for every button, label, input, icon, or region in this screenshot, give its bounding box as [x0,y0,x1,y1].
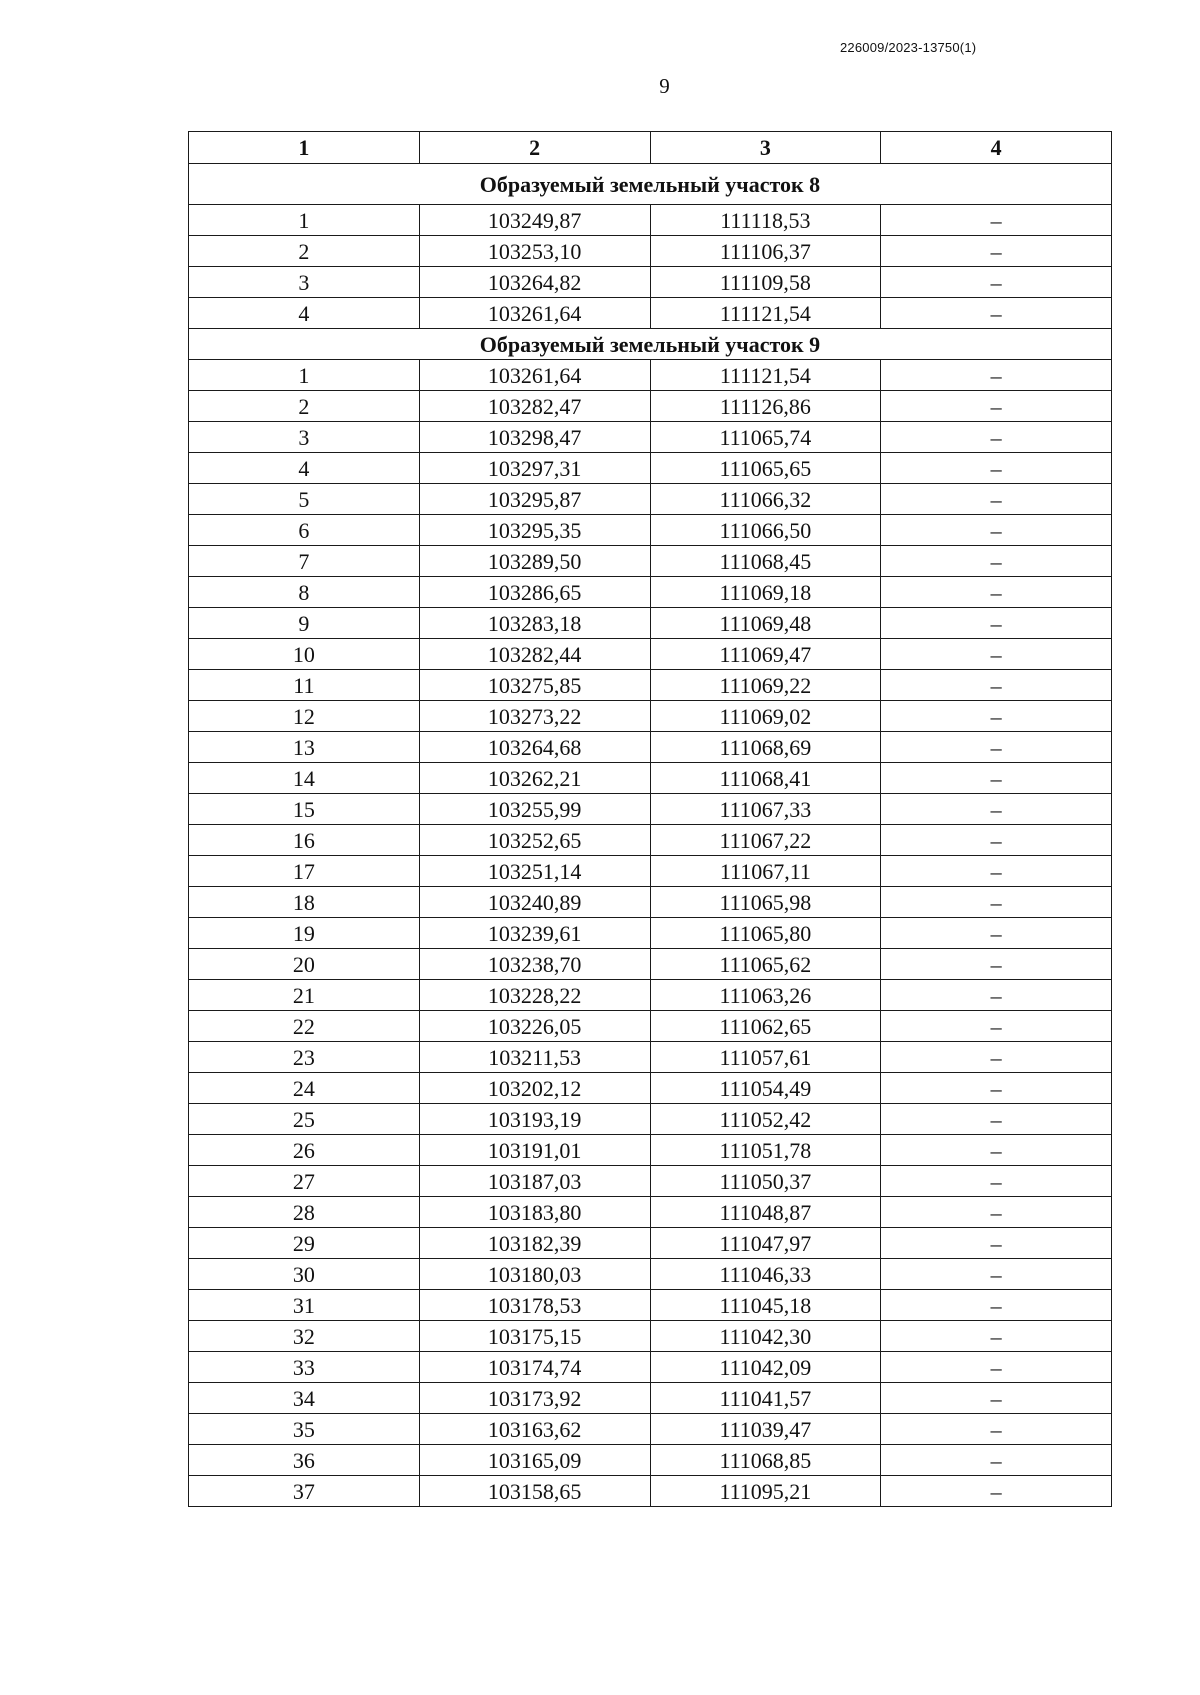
x-coordinate-cell: 103187,03 [419,1166,650,1197]
y-coordinate-cell: 111066,50 [650,515,881,546]
note-cell: – [881,1073,1112,1104]
x-coordinate-cell: 103191,01 [419,1135,650,1166]
table-row [189,205,1112,236]
note-cell: – [881,1135,1112,1166]
note-cell: – [881,546,1112,577]
y-coordinate-cell: 111069,02 [650,701,881,732]
x-coordinate-cell: 103175,15 [419,1321,650,1352]
note-cell: – [881,701,1112,732]
x-coordinate-cell: 103261,64 [419,298,650,329]
table-row [189,794,1112,825]
page-number: 9 [659,74,670,98]
x-coordinate-cell: 103249,87 [419,205,650,236]
note-cell: – [881,1383,1112,1414]
x-coordinate-cell: 103289,50 [419,546,650,577]
note-cell: – [881,205,1112,236]
section-title: Образуемый земельный участок 9 [189,329,1112,360]
x-coordinate-cell: 103282,44 [419,639,650,670]
y-coordinate-cell: 111121,54 [650,298,881,329]
point-number-cell: 11 [189,670,420,701]
x-coordinate-cell: 103226,05 [419,1011,650,1042]
point-number-cell: 28 [189,1197,420,1228]
x-coordinate-cell: 103211,53 [419,1042,650,1073]
point-number-cell: 4 [189,453,420,484]
note-cell: – [881,1042,1112,1073]
point-number-cell: 31 [189,1290,420,1321]
note-cell: – [881,1166,1112,1197]
x-coordinate-cell: 103173,92 [419,1383,650,1414]
point-number-cell: 37 [189,1476,420,1507]
point-number-cell: 7 [189,546,420,577]
y-coordinate-cell: 111050,37 [650,1166,881,1197]
x-coordinate-cell: 103202,12 [419,1073,650,1104]
point-number-cell: 6 [189,515,420,546]
table-row [189,1414,1112,1445]
y-coordinate-cell: 111068,45 [650,546,881,577]
x-coordinate-cell: 103193,19 [419,1104,650,1135]
point-number-cell: 25 [189,1104,420,1135]
table-row [189,732,1112,763]
x-coordinate-cell: 103282,47 [419,391,650,422]
x-coordinate-cell: 103180,03 [419,1259,650,1290]
x-coordinate-cell: 103295,35 [419,515,650,546]
x-coordinate-cell: 103283,18 [419,608,650,639]
y-coordinate-cell: 111067,11 [650,856,881,887]
x-coordinate-cell: 103255,99 [419,794,650,825]
table-row [189,546,1112,577]
y-coordinate-cell: 111051,78 [650,1135,881,1166]
note-cell: – [881,887,1112,918]
table-row [189,1476,1112,1507]
x-coordinate-cell: 103262,21 [419,763,650,794]
column-header: 3 [650,132,881,164]
x-coordinate-cell: 103252,65 [419,825,650,856]
point-number-cell: 2 [189,391,420,422]
x-coordinate-cell: 103182,39 [419,1228,650,1259]
table-row [189,701,1112,732]
table-row [189,887,1112,918]
point-number-cell: 32 [189,1321,420,1352]
table-row [189,422,1112,453]
note-cell: – [881,1228,1112,1259]
point-number-cell: 14 [189,763,420,794]
table-body [189,164,1112,1507]
note-cell: – [881,825,1112,856]
table-row [189,1135,1112,1166]
note-cell: – [881,918,1112,949]
x-coordinate-cell: 103264,68 [419,732,650,763]
y-coordinate-cell: 111068,85 [650,1445,881,1476]
note-cell: – [881,794,1112,825]
x-coordinate-cell: 103298,47 [419,422,650,453]
y-coordinate-cell: 111039,47 [650,1414,881,1445]
y-coordinate-cell: 111048,87 [650,1197,881,1228]
table-row [189,763,1112,794]
y-coordinate-cell: 111069,48 [650,608,881,639]
column-header: 1 [189,132,420,164]
y-coordinate-cell: 111065,80 [650,918,881,949]
point-number-cell: 12 [189,701,420,732]
y-coordinate-cell: 111066,32 [650,484,881,515]
x-coordinate-cell: 103286,65 [419,577,650,608]
point-number-cell: 20 [189,949,420,980]
point-number-cell: 17 [189,856,420,887]
x-coordinate-cell: 103240,89 [419,887,650,918]
column-header: 2 [419,132,650,164]
y-coordinate-cell: 111121,54 [650,360,881,391]
x-coordinate-cell: 103239,61 [419,918,650,949]
section-title: Образуемый земельный участок 8 [189,164,1112,205]
note-cell: – [881,1414,1112,1445]
point-number-cell: 27 [189,1166,420,1197]
note-cell: – [881,360,1112,391]
x-coordinate-cell: 103178,53 [419,1290,650,1321]
point-number-cell: 35 [189,1414,420,1445]
x-coordinate-cell: 103253,10 [419,236,650,267]
table-row [189,236,1112,267]
y-coordinate-cell: 111065,98 [650,887,881,918]
point-number-cell: 36 [189,1445,420,1476]
table-row [189,1197,1112,1228]
note-cell: – [881,608,1112,639]
note-cell: – [881,856,1112,887]
y-coordinate-cell: 111065,74 [650,422,881,453]
y-coordinate-cell: 111046,33 [650,1259,881,1290]
table-row [189,1011,1112,1042]
document-id: 226009/2023-13750(1) [840,40,977,55]
point-number-cell: 26 [189,1135,420,1166]
point-number-cell: 13 [189,732,420,763]
y-coordinate-cell: 111109,58 [650,267,881,298]
x-coordinate-cell: 103261,64 [419,360,650,391]
y-coordinate-cell: 111045,18 [650,1290,881,1321]
table-row [189,1352,1112,1383]
note-cell: – [881,298,1112,329]
note-cell: – [881,577,1112,608]
table-row [189,298,1112,329]
point-number-cell: 15 [189,794,420,825]
note-cell: – [881,1476,1112,1507]
y-coordinate-cell: 111067,22 [650,825,881,856]
point-number-cell: 9 [189,608,420,639]
x-coordinate-cell: 103174,74 [419,1352,650,1383]
y-coordinate-cell: 111042,30 [650,1321,881,1352]
note-cell: – [881,1259,1112,1290]
point-number-cell: 33 [189,1352,420,1383]
y-coordinate-cell: 111054,49 [650,1073,881,1104]
table-row [189,1321,1112,1352]
table-row [189,856,1112,887]
y-coordinate-cell: 111067,33 [650,794,881,825]
y-coordinate-cell: 111118,53 [650,205,881,236]
table-row [189,360,1112,391]
table-row [189,1259,1112,1290]
y-coordinate-cell: 111068,69 [650,732,881,763]
note-cell: – [881,670,1112,701]
note-cell: – [881,515,1112,546]
y-coordinate-cell: 111052,42 [650,1104,881,1135]
note-cell: – [881,484,1112,515]
point-number-cell: 4 [189,298,420,329]
y-coordinate-cell: 111062,65 [650,1011,881,1042]
column-header: 4 [881,132,1112,164]
point-number-cell: 29 [189,1228,420,1259]
note-cell: – [881,1321,1112,1352]
table-row [189,949,1112,980]
note-cell: – [881,236,1112,267]
note-cell: – [881,453,1112,484]
table-row [189,1228,1112,1259]
y-coordinate-cell: 111047,97 [650,1228,881,1259]
x-coordinate-cell: 103228,22 [419,980,650,1011]
point-number-cell: 23 [189,1042,420,1073]
point-number-cell: 3 [189,267,420,298]
table-row [189,1166,1112,1197]
table-row [189,391,1112,422]
point-number-cell: 1 [189,360,420,391]
y-coordinate-cell: 111042,09 [650,1352,881,1383]
x-coordinate-cell: 103297,31 [419,453,650,484]
y-coordinate-cell: 111063,26 [650,980,881,1011]
coordinates-table [188,131,1112,1507]
note-cell: – [881,391,1112,422]
point-number-cell: 3 [189,422,420,453]
x-coordinate-cell: 103275,85 [419,670,650,701]
point-number-cell: 5 [189,484,420,515]
table-row [189,1073,1112,1104]
y-coordinate-cell: 111041,57 [650,1383,881,1414]
x-coordinate-cell: 103163,62 [419,1414,650,1445]
note-cell: – [881,732,1112,763]
table-row [189,1104,1112,1135]
table-row [189,1290,1112,1321]
table-row [189,670,1112,701]
x-coordinate-cell: 103158,65 [419,1476,650,1507]
y-coordinate-cell: 111069,18 [650,577,881,608]
table-row [189,453,1112,484]
point-number-cell: 24 [189,1073,420,1104]
y-coordinate-cell: 111057,61 [650,1042,881,1073]
y-coordinate-cell: 111095,21 [650,1476,881,1507]
table-row [189,1383,1112,1414]
table-row [189,608,1112,639]
x-coordinate-cell: 103273,22 [419,701,650,732]
y-coordinate-cell: 111126,86 [650,391,881,422]
note-cell: – [881,1011,1112,1042]
note-cell: – [881,1290,1112,1321]
point-number-cell: 2 [189,236,420,267]
point-number-cell: 16 [189,825,420,856]
note-cell: – [881,422,1112,453]
table-row [189,1042,1112,1073]
point-number-cell: 8 [189,577,420,608]
point-number-cell: 34 [189,1383,420,1414]
note-cell: – [881,267,1112,298]
table-row [189,918,1112,949]
note-cell: – [881,1197,1112,1228]
y-coordinate-cell: 111106,37 [650,236,881,267]
x-coordinate-cell: 103238,70 [419,949,650,980]
point-number-cell: 21 [189,980,420,1011]
point-number-cell: 10 [189,639,420,670]
point-number-cell: 22 [189,1011,420,1042]
x-coordinate-cell: 103251,14 [419,856,650,887]
y-coordinate-cell: 111065,62 [650,949,881,980]
point-number-cell: 1 [189,205,420,236]
point-number-cell: 19 [189,918,420,949]
table-row [189,980,1112,1011]
note-cell: – [881,1445,1112,1476]
y-coordinate-cell: 111069,22 [650,670,881,701]
table-row [189,1445,1112,1476]
note-cell: – [881,763,1112,794]
y-coordinate-cell: 111069,47 [650,639,881,670]
note-cell: – [881,1104,1112,1135]
table-row [189,825,1112,856]
section-title-row [189,329,1112,360]
section-title-row [189,164,1112,205]
table-row [189,484,1112,515]
x-coordinate-cell: 103165,09 [419,1445,650,1476]
note-cell: – [881,1352,1112,1383]
y-coordinate-cell: 111068,41 [650,763,881,794]
x-coordinate-cell: 103183,80 [419,1197,650,1228]
x-coordinate-cell: 103264,82 [419,267,650,298]
note-cell: – [881,639,1112,670]
table-row [189,577,1112,608]
y-coordinate-cell: 111065,65 [650,453,881,484]
table-header-row [189,132,1112,164]
note-cell: – [881,980,1112,1011]
point-number-cell: 18 [189,887,420,918]
x-coordinate-cell: 103295,87 [419,484,650,515]
table-row [189,639,1112,670]
table-row [189,267,1112,298]
point-number-cell: 30 [189,1259,420,1290]
table-row [189,515,1112,546]
note-cell: – [881,949,1112,980]
